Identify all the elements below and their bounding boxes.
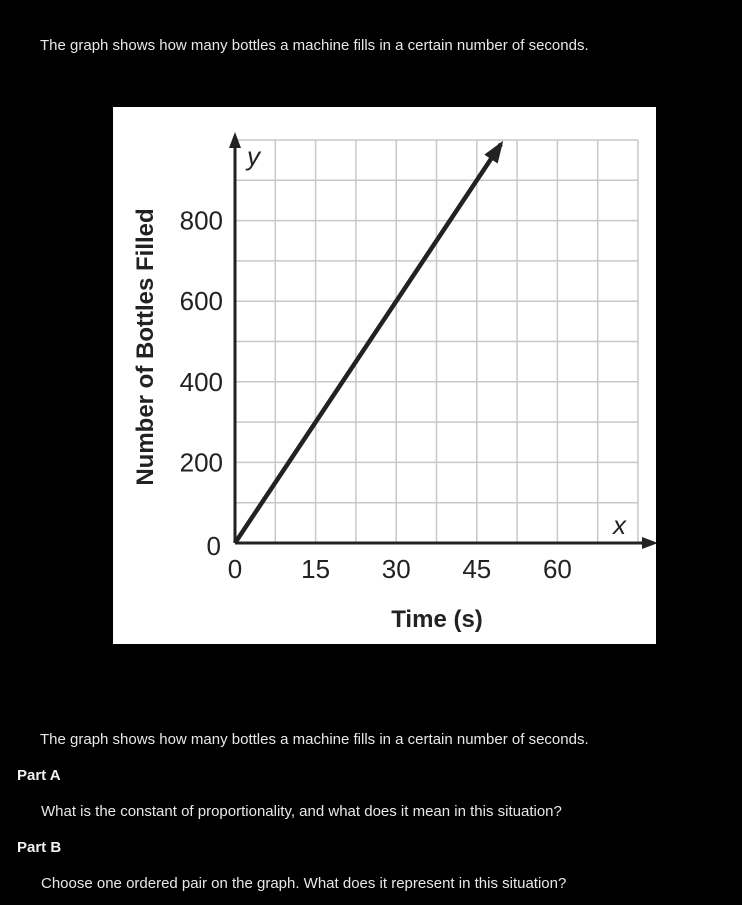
y-tick-label: 200 <box>179 447 223 478</box>
x-tick-label: 45 <box>462 554 492 584</box>
grid-lines <box>235 140 638 543</box>
graph-figure <box>113 107 656 644</box>
y-tick-label: 0 <box>206 531 221 561</box>
x-tick-label: 15 <box>301 554 331 584</box>
line-chart <box>113 107 656 644</box>
y-tick-label: 600 <box>179 286 223 317</box>
part-b-label: Part B <box>17 839 62 856</box>
x-tick-label: 60 <box>542 554 572 584</box>
y-axis-label: Number of Bottles Filled <box>132 208 159 486</box>
x-tick-label: 30 <box>381 554 411 584</box>
part-a-question: What is the constant of proportionality, and what does it mean in this situation? <box>41 803 562 820</box>
tick-labels <box>180 206 572 584</box>
x-axis-arrow <box>642 537 656 549</box>
part-b-question: Choose one ordered pair on the graph. What does it represent in this situation? <box>41 875 567 892</box>
x-tick-label: 0 <box>227 554 243 584</box>
question-text: The graph shows how many bottles a machine fills in a certain number of seconds. <box>40 731 589 748</box>
series-arrowhead <box>484 141 503 164</box>
intro-text: The graph shows how many bottles a machine fills in a certain number of seconds. <box>40 37 589 54</box>
axes-group <box>229 132 656 549</box>
y-tick-label: 400 <box>179 366 223 397</box>
x-axis-letter: x <box>613 510 626 540</box>
part-a-label: Part A <box>17 767 61 784</box>
x-axis-label: Time (s) <box>391 606 483 633</box>
y-tick-label: 800 <box>179 205 223 236</box>
y-axis-letter: y <box>247 141 260 171</box>
